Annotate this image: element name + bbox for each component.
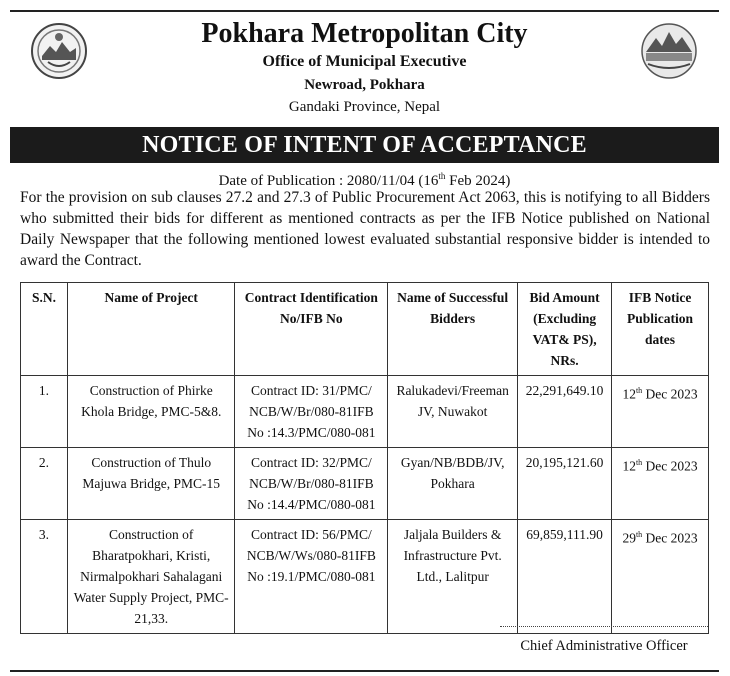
header-contract: Contract Identification No/IFB No	[235, 283, 388, 376]
cell-date: 12th Dec 2023	[612, 448, 709, 520]
header-date: IFB Notice Publication dates	[612, 283, 709, 376]
cell-amount: 22,291,649.10	[518, 376, 612, 448]
cell-sn: 1.	[21, 376, 68, 448]
header-bidder: Name of Successful Bidders	[388, 283, 518, 376]
cell-project: Construction of Bharatpokhari, Kristi, Nirmalpokhari Sahalagani Water Supply Project, PMC-21,33.	[67, 520, 235, 634]
cell-contract: Contract ID: 32/PMC/ NCB/W/Br/080-81IFB No :14.4/PMC/080-081	[235, 448, 388, 520]
cell-date: 12th Dec 2023	[612, 376, 709, 448]
address: Newroad, Pokhara	[304, 77, 425, 93]
signature-line	[500, 626, 708, 627]
cell-bidder: Gyan/NB/BDB/JV, Pokhara	[388, 448, 518, 520]
cell-project: Construction of Thulo Majuwa Bridge, PMC-15	[67, 448, 235, 520]
header-sn: S.N.	[21, 283, 68, 376]
publication-date: Date of Publication : 2080/11/04 (16th Feb 2024)	[218, 171, 511, 189]
award-table	[20, 282, 709, 634]
cell-amount: 20,195,121.60	[518, 448, 612, 520]
table-row	[21, 520, 709, 634]
header	[10, 16, 719, 118]
cell-project: Construction of Phirke Khola Bridge, PMC-5&8.	[67, 376, 235, 448]
table-header-row	[21, 283, 709, 376]
table-row	[21, 376, 709, 448]
province: Gandaki Province, Nepal	[288, 99, 441, 115]
cell-amount: 69,859,111.90	[518, 520, 612, 634]
cell-bidder: Jaljala Builders & Infrastructure Pvt. Ltd., Lalitpur	[388, 520, 518, 634]
table-row	[21, 448, 709, 520]
signatory-title: Chief Administrative Officer	[520, 638, 688, 654]
header-amount: Bid Amount (Excluding VAT& PS), NRs.	[518, 283, 612, 376]
cell-sn: 3.	[21, 520, 68, 634]
cell-bidder: Ralukadevi/Freeman JV, Nuwakot	[388, 376, 518, 448]
cell-contract: Contract ID: 56/PMC/ NCB/W/Ws/080-81IFB No :19.1/PMC/080-081	[235, 520, 388, 634]
city-name: Pokhara Metropolitan City	[201, 18, 528, 49]
notice-title: NOTICE OF INTENT OF ACCEPTANCE	[10, 127, 719, 163]
office-name: Office of Municipal Executive	[262, 53, 467, 70]
cell-sn: 2.	[21, 448, 68, 520]
header-project: Name of Project	[67, 283, 235, 376]
bottom-rule	[10, 670, 719, 672]
notice-paragraph: For the provision on sub clauses 27.2 and 27.3 of Public Procurement Act 2063, this is notifying to all Bidders who submitted their bids for different as mentioned contracts as per the IFB Notice published on National Daily Newspaper that the following mentioned lowest evaluated substantial responsive bidder is intended to award the Contract.	[20, 189, 710, 269]
cell-contract: Contract ID: 31/PMC/ NCB/W/Br/080-81IFB No :14.3/PMC/080-081	[235, 376, 388, 448]
cell-date: 29th Dec 2023	[612, 520, 709, 634]
